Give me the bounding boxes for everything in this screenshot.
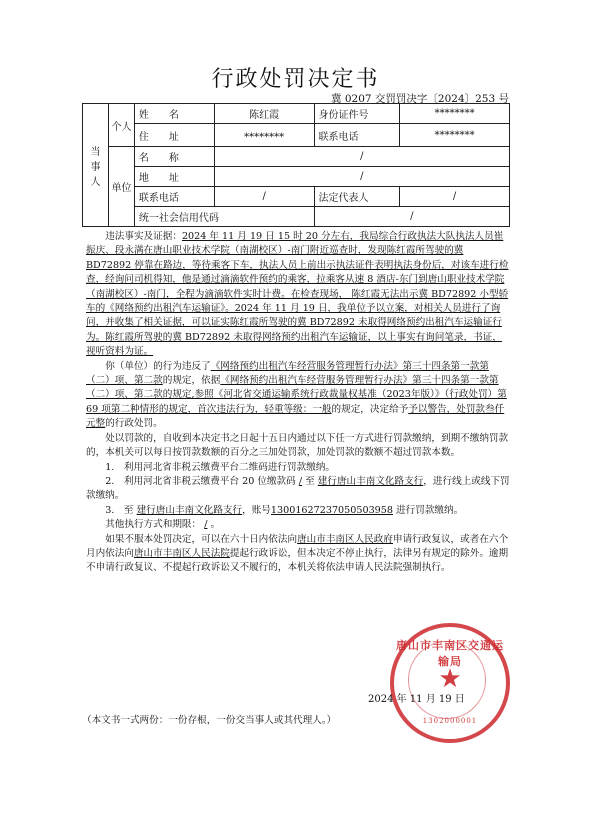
pay2-mid: 至 (305, 475, 315, 487)
pay2-code: / (298, 475, 303, 487)
facts-paragraph (86, 230, 510, 360)
pay2-pre: 2. 利用河北省非税云缴费平台 20 位缴款码 (105, 475, 296, 487)
pay3-pre: 3. 至 (105, 504, 134, 516)
address-label: 住 址 (134, 124, 214, 147)
legal-rep-label: 法定代表人 (314, 187, 400, 207)
id-value: ******** (400, 104, 510, 124)
law-basis: 《网络预约出租汽车经营服务管理暂行办法》第三十四条第一款第（二）项、第二款的规定,参照《河北省交通运输系统行政裁量权基准（2023年版）》（行政处罚）第 69 项第二种情形的规定，首次违法行为，轻重等级：一般 (86, 375, 507, 415)
pay3-bank: 建行唐山丰南文化路支行 (136, 504, 243, 516)
pay2-end: ，进行线上或线下罚款缴纳。 (86, 475, 510, 502)
pay3-end: 进行罚款缴纳。 (396, 504, 464, 516)
law-paragraph (86, 360, 510, 432)
phone-value: ******** (400, 124, 510, 147)
appeal-end: 提起行政诉讼，但本决定不停止执行，法律另有规定的除外。逾期不申请行政复议、不提起行政诉讼又不履行的，本机关将依法申请人民法院强制执行。 (86, 547, 509, 574)
facts-label: 违法事实及证据： (105, 231, 182, 242)
unit-label: 单位 (108, 147, 134, 227)
document-number: 冀 0207 交罚罚决字〔2024〕253 号 (331, 93, 509, 105)
other-label: 其他执行方式和期限： (105, 519, 202, 531)
seal-code: 1302000001 (422, 717, 478, 725)
law-pre: 你（单位）的行为违反了 (105, 360, 211, 372)
seal-star-icon: ★ (438, 664, 462, 694)
name-label: 姓 名 (134, 104, 214, 124)
individual-label: 个人 (108, 104, 134, 147)
other-execution (86, 518, 510, 532)
official-seal (390, 623, 510, 743)
unit-name-value: / (214, 147, 509, 167)
penalty: 予以警告，处罚款叁仟元整 (86, 403, 505, 430)
appeal-court: 唐山市丰南区人民法院 (133, 547, 230, 559)
appeal-gov: 唐山市丰南区人民政府 (297, 533, 393, 545)
credit-code-label: 统一社会信用代码 (134, 207, 314, 227)
appeal-pre: 如果不服本处罚决定，可以在六十日内依法向 (105, 533, 298, 545)
document-title: 行政处罚决定书 (211, 67, 380, 92)
payment-method-2 (86, 475, 510, 504)
id-label: 身份证件号 (314, 104, 400, 124)
payment-method-3 (86, 504, 510, 518)
unit-phone-value: / (214, 187, 314, 207)
credit-code-value: / (314, 207, 509, 227)
name-value: 陈红霞 (214, 104, 314, 124)
unit-phone-label: 联系电话 (134, 187, 214, 207)
payment-method-1: 1. 利用河北省非税云缴费平台二维码进行罚款缴纳。 (105, 461, 335, 473)
pay2-bank: 建行唐山丰南文化路支行 (317, 475, 424, 487)
legal-rep-value: / (400, 187, 510, 207)
address-value: ******** (214, 124, 314, 147)
law-violated: 《网络预约出租汽车经营服务管理暂行办法》第三十四条第一款第（二）项、第二款 (86, 360, 489, 387)
appeal-paragraph (86, 533, 510, 576)
unit-name-label: 名 称 (134, 147, 214, 167)
law-mid2: 的规定，决定给予 (331, 403, 409, 415)
decision-body (86, 230, 510, 576)
copies-note: （本文书一式两份：一份存根，一份交当事人或其代理人。） (82, 715, 337, 726)
seal-org-text: 唐山市丰南区交通运输局 (396, 639, 504, 668)
law-end: 的行政处罚。 (105, 418, 163, 430)
unit-address-value: / (214, 167, 509, 187)
phone-label: 联系电话 (314, 124, 400, 147)
appeal-mid: 申请行政复议，或者在六个月内依法向 (86, 533, 509, 559)
facts-text: 2024 年 11 月 19 日 15 时 20 分左右，我局综合行政执法大队执法人员崔振庆、段永满在唐山职业技术学院（南湖校区）-南门附近巡查时，发现陈红霞所驾驶的冀 BD72892 停靠在路边，等待乘客下车，执法人员上前出示执法证件表明执法身份后，对该车进行检查，经询问司机得知，他是通过滴滴软件预约的乘客，拉乘客从速 8 酒店-东门到唐山职业技术学院（南湖校区）-南门，全程为滴滴软件实时计费。在检查现场， 陈红霞无法出示冀 BD72892 小型轿车的《网络预约出租汽车运输证》。2024 年 11 月 19 日，我单位予以立案，对相关人员进行了询问，并收集了相关证据，可以证实陈红霞所驾驶的冀 BD72892 未取得网络预约出租汽车运输证行为。陈红霞所驾驶的冀 BD72892 未取得网络预约出租汽车运输证，以上事实有询问笔录，书证，视听资料为证。 (86, 231, 509, 358)
pay3-account: 13001627237050503958 (270, 504, 393, 516)
other-value: / (204, 519, 208, 531)
pay3-mid: ，账号 (242, 504, 271, 516)
party-label: 当事人 (83, 104, 109, 227)
issue-date: 2024 年 11 月 19 日 (368, 694, 465, 705)
payment-paragraph: 处以罚款的，自收到本决定书之日起十五日内通过以下任一方式进行罚款缴纳，到期不缴纳罚款的，本机关可以每日按罚款数额的百分之三加处罚款，加处罚款的数额不超过罚款本数。 (86, 432, 509, 459)
unit-address-label: 地 址 (134, 167, 214, 187)
party-info-table (82, 103, 510, 227)
law-mid: 的规定，依据 (162, 375, 221, 387)
other-end: 。 (210, 519, 221, 531)
